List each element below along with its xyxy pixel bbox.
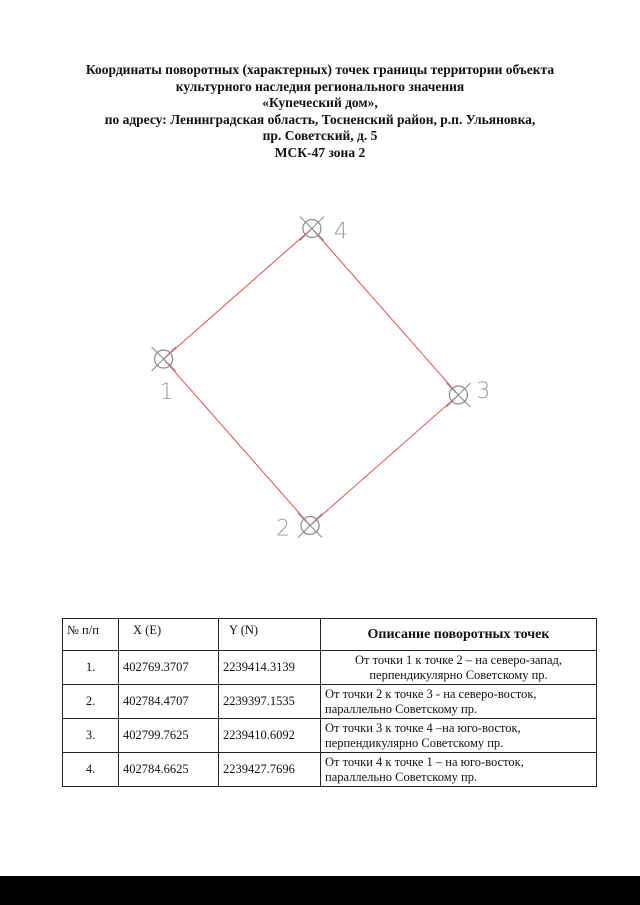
point-label: 3 (476, 378, 491, 404)
cell-description (321, 719, 597, 753)
header-y: Y (N) (219, 619, 321, 651)
point-label: 1 (159, 380, 174, 406)
boundary-polygon (164, 229, 459, 526)
cell-y: 2239410.6092 (219, 719, 321, 753)
cell-description (321, 685, 597, 719)
header-description: Описание поворотных точек (321, 619, 597, 651)
cell-y: 2239397.1535 (219, 685, 321, 719)
description-line: От точки 4 к точке 1 – на юго-восток, (325, 754, 524, 769)
title-line: «Купеческий дом», (262, 95, 378, 110)
table-row (63, 753, 597, 787)
header-num: № п/п (63, 619, 119, 651)
header-x: X (E) (119, 619, 219, 651)
cell-num: 4. (63, 753, 119, 787)
title-line: по адресу: Ленинградская область, Тосненский район, р.п. Ульяновка, (104, 111, 536, 127)
cell-num: 2. (63, 685, 119, 719)
description-line: параллельно Советскому пр. (325, 701, 478, 716)
description-line: параллельно Советскому пр. (325, 769, 478, 784)
cell-num: 3. (63, 719, 119, 753)
table-row (63, 719, 597, 753)
coordinates-table (62, 618, 597, 787)
cell-x: 402784.6625 (119, 753, 219, 787)
cell-x: 402799.7625 (119, 719, 219, 753)
title-line: МСК-47 зона 2 (274, 144, 366, 160)
point-label: 4 (333, 219, 348, 245)
title-line: Координаты поворотных (характерных) точек границы территории объекта (85, 62, 555, 77)
table-row (63, 651, 597, 685)
boundary-diagram (0, 195, 640, 575)
document-title (40, 62, 600, 161)
table-header-row (63, 619, 597, 651)
description-line: От точки 2 к точке 3 - на северо-восток, (325, 686, 537, 701)
description-line: перпендикулярно Советскому пр. (325, 735, 504, 750)
table-row (63, 685, 597, 719)
cell-x: 402784.4707 (119, 685, 219, 719)
description-line: От точки 3 к точке 4 –на юго-восток, (325, 720, 521, 735)
point-markers (152, 217, 491, 542)
title-line: культурного наследия регионального значения (175, 78, 465, 94)
cell-description (321, 651, 597, 685)
title-line: пр. Советский, д. 5 (262, 128, 378, 143)
scan-bottom-border (0, 876, 640, 905)
point-label: 2 (276, 516, 291, 542)
cell-x: 402769.3707 (119, 651, 219, 685)
cell-num: 1. (63, 651, 119, 685)
cell-y: 2239427.7696 (219, 753, 321, 787)
cell-y: 2239414.3139 (219, 651, 321, 685)
description-line: От точки 1 к точке 2 – на северо-запад, (355, 652, 562, 667)
description-line: перпендикулярно Советскому пр. (369, 667, 548, 682)
cell-description (321, 753, 597, 787)
